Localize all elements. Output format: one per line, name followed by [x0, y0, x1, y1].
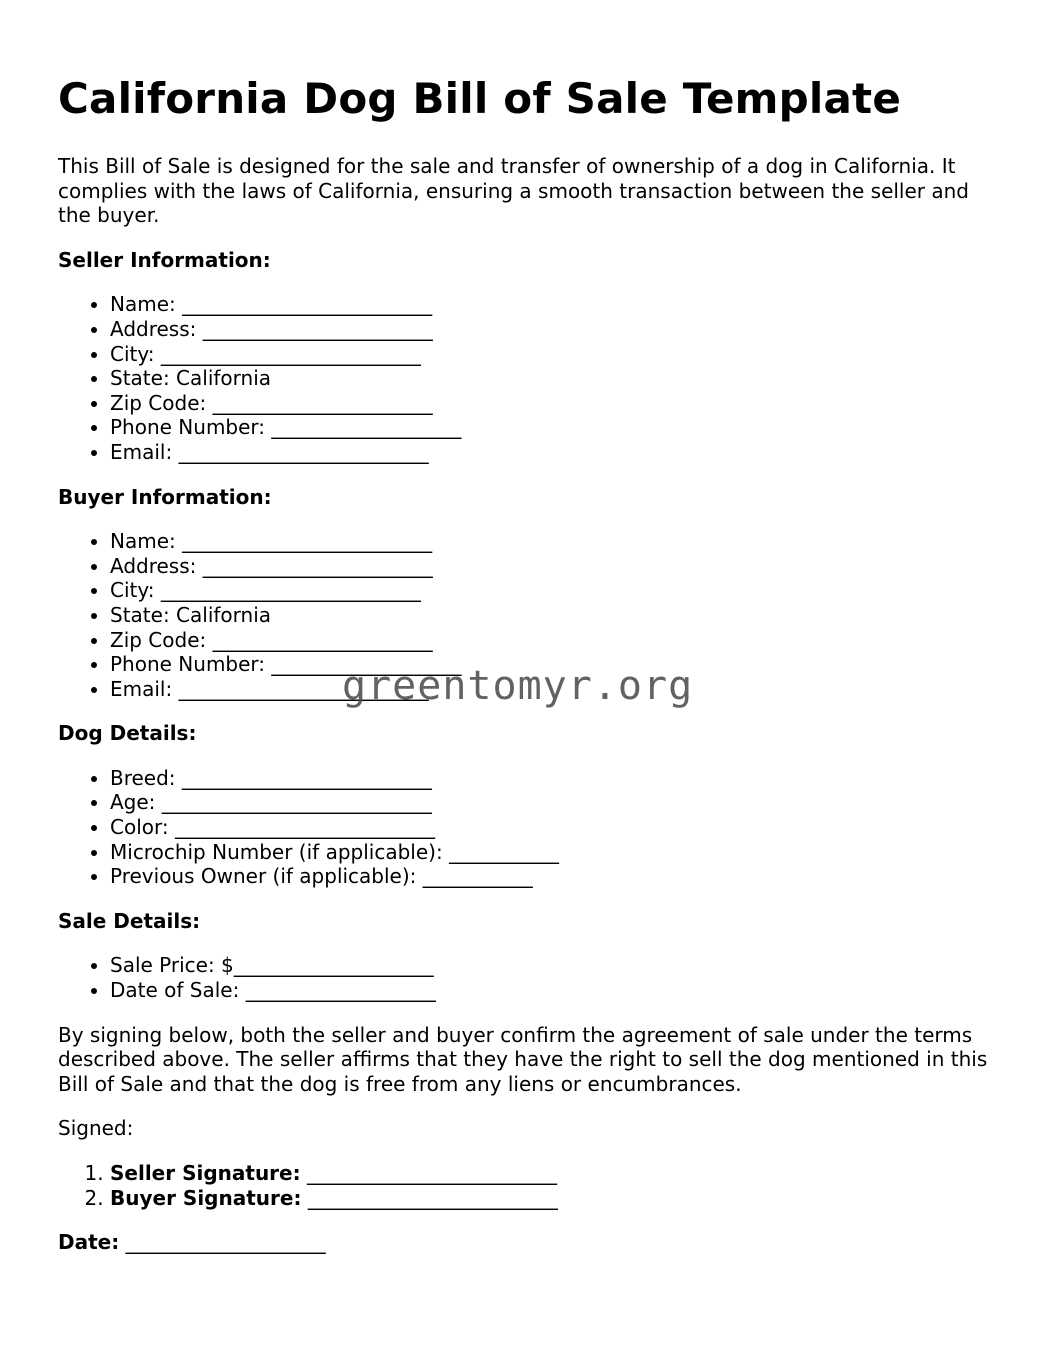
intro-paragraph: This Bill of Sale is designed for the sale and transfer of ownership of a dog in California. It complies with the laws of California, ensuring a smooth transaction between the seller and the buyer. [58, 154, 969, 228]
date-line [58, 1230, 1008, 1255]
dog-microchip-item: • Microchip Number (if applicable): ___________ [110, 840, 1008, 865]
dog-breed-item: • Breed: _________________________ [110, 766, 1008, 791]
document-page [58, 72, 1008, 1255]
page-title: California Dog Bill of Sale Template [58, 74, 902, 123]
buyer-zip-item: • Zip Code: ______________________ [110, 628, 1008, 653]
signed-label: Signed: [58, 1116, 134, 1141]
seller-city-item: • City: __________________________ [110, 342, 1008, 367]
watermark-text: greentomyr.org [342, 663, 694, 709]
dog-age-item: • Age: ___________________________ [110, 790, 1008, 815]
seller-phone-item: • Phone Number: ___________________ [110, 415, 1008, 440]
dog-color-item: • Color: __________________________ [110, 815, 1008, 840]
buyer-phone-item: • Phone Number: ___________________ [110, 652, 1008, 677]
buyer-address-item: • Address: _______________________ [110, 554, 1008, 579]
seller-signature-label: Seller Signature: [110, 1161, 301, 1185]
seller-heading: Seller Information: [58, 247, 271, 272]
date-blank: ____________________ [125, 1230, 326, 1255]
signature-list [58, 1161, 1008, 1210]
buyer-heading: Buyer Information: [58, 484, 272, 509]
buyer-name-item: • Name: _________________________ [110, 529, 1008, 554]
buyer-signature-label: Buyer Signature: [110, 1185, 302, 1210]
seller-info-list [58, 292, 1008, 464]
buyer-city-item: • City: __________________________ [110, 578, 1008, 603]
seller-signature-item [110, 1161, 1008, 1186]
buyer-info-list [58, 529, 1008, 701]
seller-zip-item: • Zip Code: ______________________ [110, 391, 1008, 416]
buyer-state-item: • State: California [110, 603, 1008, 628]
sale-heading: Sale Details: [58, 908, 201, 933]
agreement-paragraph: By signing below, both the seller and buyer confirm the agreement of sale under the terms described above. The seller affirms that they have the right to sell the dog mentioned in this Bill of Sale and that the dog is free from any liens or encumbrances. [58, 1022, 988, 1096]
seller-state-item: • State: California [110, 366, 1008, 391]
sale-details-list [58, 953, 1008, 1002]
seller-name-item: • Name: _________________________ [110, 292, 1008, 317]
buyer-signature-item [110, 1186, 1008, 1211]
dog-previous-owner-item: • Previous Owner (if applicable): ___________ [110, 864, 1008, 889]
sale-date-item: • Date of Sale: ___________________ [110, 978, 1008, 1003]
seller-address-item: • Address: _______________________ [110, 317, 1008, 342]
buyer-email-item: • Email: _________________________ [110, 677, 1008, 702]
seller-signature-line: _________________________ [306, 1161, 557, 1185]
buyer-signature-line: _________________________ [307, 1185, 558, 1210]
date-label: Date: [58, 1230, 120, 1255]
seller-email-item: • Email: _________________________ [110, 440, 1008, 465]
sale-price-item: • Sale Price: $____________________ [110, 953, 1008, 978]
dog-heading: Dog Details: [58, 721, 197, 746]
dog-details-list [58, 766, 1008, 889]
